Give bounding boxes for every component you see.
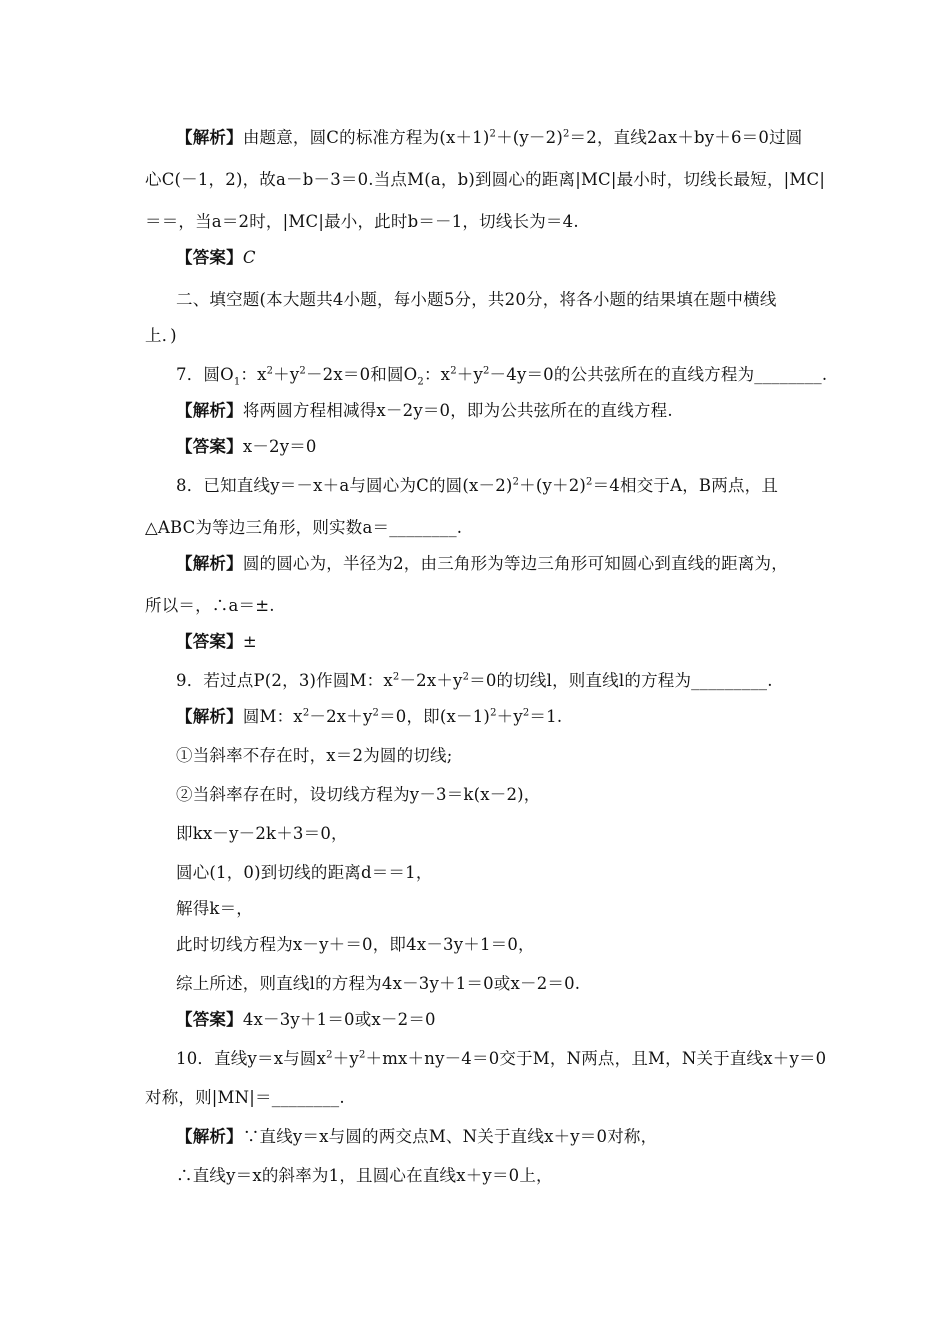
q9-step-6: 此时切线方程为x－y＋＝0，即4x－3y＋1＝0， bbox=[176, 935, 535, 954]
section-heading-line-1: 二、填空题(本大题共4小题，每小题5分，共20分，将各小题的结果填在题中横线 bbox=[176, 290, 777, 309]
q10-question-line-1: 10．直线y＝x与圆$x^2+y^2+mx+ny-4=0$交于M，N两点，且M，N关于直线x＋y＝0 bbox=[176, 1049, 827, 1068]
q9-question: 9．若过点P(2，3)作圆M：$x^2-2x+y^2=0$的切线l，则直线l的方程为_________. bbox=[176, 671, 773, 690]
q7-analysis: 【解析】将两圆方程相减得x－2y＝0，即为公共弦所在的直线方程. bbox=[176, 401, 673, 420]
q7-answer-line: 【答案】x－2y＝0 bbox=[176, 437, 317, 456]
section-heading-line-2: 上．) bbox=[145, 326, 177, 345]
q6-analysis-line-1: 【解析】由题意，圆C的标准方程为$(x+1)^2+(y-2)^2=2$，直线2ax＋by＋6＝0过圆 bbox=[176, 128, 803, 147]
q8-question-line-2: △ABC为等边三角形，则实数a＝________. bbox=[145, 518, 463, 537]
q7-answer: x－2y＝0 bbox=[242, 437, 317, 456]
q6-answer: C bbox=[242, 248, 256, 267]
q10-analysis: 【解析】∵直线y＝x与圆的两交点M、N关于直线x＋y＝0对称， bbox=[176, 1127, 658, 1146]
q6-answer-line bbox=[176, 247, 848, 269]
q6-analysis-line-3: ＝＝，当a＝2时，|MC|最小，此时b＝－1，切线长为＝4. bbox=[145, 212, 579, 231]
analysis-tag: 【解析】 bbox=[176, 128, 243, 147]
q10-question-line-2: 对称，则|MN|＝________. bbox=[145, 1088, 345, 1107]
q8-answer: ± bbox=[242, 632, 257, 651]
q7-question: 7．圆$O_1$：$x^2+y^2-2x=0$和圆$O_2$：$x^2+y^2-4y=0$的公共弦所在的直线方程为________. bbox=[176, 365, 828, 388]
q9-step-7: 综上所述，则直线l的方程为4x－3y＋1＝0或x－2＝0. bbox=[176, 974, 581, 993]
q6-analysis-line-2: 心C(－1，2)，故a－b－3＝0.当点M(a，b)到圆心的距离|MC|最小时，切线长最短，|MC| bbox=[145, 170, 826, 189]
q9-step-5: 解得k＝， bbox=[176, 899, 253, 918]
q8-question-line-1: 8．已知直线y＝－x＋a与圆心为C的圆$(x-2)^2+(y+2)^2=4$相交于A，B两点，且 bbox=[176, 476, 779, 495]
q8-answer-line: 【答案】± bbox=[176, 632, 257, 651]
q8-analysis-line-1: 【解析】圆的圆心为，半径为2，由三角形为等边三角形可知圆心到直线的距离为， bbox=[176, 554, 788, 573]
q8-analysis-line-2: 所以＝，∴a＝±. bbox=[145, 596, 275, 615]
q10-step-1: ∴直线y＝x的斜率为1，且圆心在直线x＋y＝0上， bbox=[176, 1166, 553, 1185]
q9-answer: 4x－3y＋1＝0或x－2＝0 bbox=[242, 1010, 436, 1029]
q9-step-2: ②当斜率存在时，设切线方程为y－3＝k(x－2)， bbox=[176, 785, 541, 804]
q9-answer-line: 【答案】4x－3y＋1＝0或x－2＝0 bbox=[176, 1010, 436, 1029]
q9-step-4: 圆心(1，0)到切线的距离d＝＝1， bbox=[176, 863, 433, 882]
answer-tag: 【答案】 bbox=[176, 248, 243, 267]
q9-analysis: 【解析】圆M：$x^2-2x+y^2=0$，即$(x-1)^2+y^2=1$. bbox=[176, 707, 563, 726]
q9-step-3: 即kx－y－2k＋3＝0， bbox=[176, 824, 348, 843]
q9-step-1: ①当斜率不存在时，x＝2为圆的切线; bbox=[176, 746, 453, 765]
